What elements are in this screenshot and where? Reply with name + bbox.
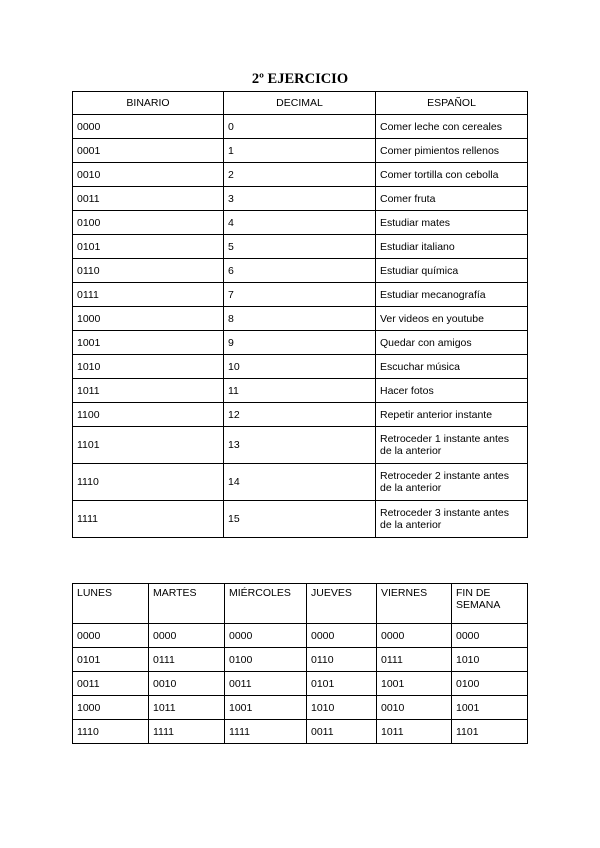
spanish-cell: Ver videos en youtube [376,307,528,331]
header-viernes: VIERNES [377,584,452,624]
table-row [73,624,528,648]
table-cell: 1000 [73,696,149,720]
table-cell: 0000 [73,624,149,648]
table-cell: 1001 [452,696,528,720]
spanish-cell: Repetir anterior instante [376,403,528,427]
binary-activities-table [72,91,528,538]
binary-cell: 0000 [73,115,224,139]
binary-cell: 1101 [73,427,224,464]
table-row [73,501,528,538]
spanish-cell: Retroceder 2 instante antes de la anterior [376,464,528,501]
table-row [73,235,528,259]
binary-cell: 1100 [73,403,224,427]
table-cell: 0010 [377,696,452,720]
decimal-cell: 11 [224,379,376,403]
table-row [73,464,528,501]
binary-cell: 0100 [73,211,224,235]
header-decimal: DECIMAL [224,92,376,115]
table-cell: 0000 [149,624,225,648]
binary-cell: 0010 [73,163,224,187]
table-row [73,283,528,307]
decimal-cell: 9 [224,331,376,355]
decimal-cell: 2 [224,163,376,187]
binary-cell: 1001 [73,331,224,355]
binary-cell: 0011 [73,187,224,211]
document-title: 2º EJERCICIO [251,71,349,87]
decimal-cell: 5 [224,235,376,259]
decimal-cell: 7 [224,283,376,307]
table-cell: 0110 [307,648,377,672]
table-row [73,696,528,720]
header-martes: MARTES [149,584,225,624]
table-cell: 0011 [73,672,149,696]
table-cell: 0011 [225,672,307,696]
table-row [73,259,528,283]
header-fin-de-semana: FIN DE SEMANA [452,584,528,624]
table-row [73,115,528,139]
binary-cell: 1000 [73,307,224,331]
table-row [73,648,528,672]
binary-cell: 0111 [73,283,224,307]
decimal-cell: 0 [224,115,376,139]
spanish-cell: Comer tortilla con cebolla [376,163,528,187]
decimal-cell: 13 [224,427,376,464]
binary-cell: 1111 [73,501,224,538]
table-header-row [73,92,528,115]
table-row [73,211,528,235]
decimal-cell: 10 [224,355,376,379]
spanish-cell: Estudiar italiano [376,235,528,259]
decimal-cell: 8 [224,307,376,331]
spanish-cell: Hacer fotos [376,379,528,403]
table-cell: 0000 [307,624,377,648]
header-espanol: ESPAÑOL [376,92,528,115]
table-row [73,331,528,355]
decimal-cell: 3 [224,187,376,211]
header-binario: BINARIO [73,92,224,115]
spanish-cell: Estudiar mates [376,211,528,235]
table-cell: 1111 [225,720,307,744]
spanish-cell: Escuchar música [376,355,528,379]
table-row [73,427,528,464]
table-header-row [73,584,528,624]
spanish-cell: Retroceder 3 instante antes de la anterior [376,501,528,538]
decimal-cell: 14 [224,464,376,501]
table-cell: 1110 [73,720,149,744]
spanish-cell: Estudiar química [376,259,528,283]
header-miercoles: MIÉRCOLES [225,584,307,624]
table-cell: 1011 [149,696,225,720]
binary-cell: 0001 [73,139,224,163]
binary-cell: 0101 [73,235,224,259]
table-row [73,355,528,379]
table-row [73,307,528,331]
table-cell: 0101 [307,672,377,696]
table-row [73,720,528,744]
table-cell: 1101 [452,720,528,744]
table-row [73,163,528,187]
table-cell: 0111 [377,648,452,672]
spanish-cell: Estudiar mecanografía [376,283,528,307]
binary-cell: 1110 [73,464,224,501]
table-row [73,672,528,696]
table-cell: 0101 [73,648,149,672]
table-cell: 1001 [377,672,452,696]
header-lunes: LUNES [73,584,149,624]
decimal-cell: 15 [224,501,376,538]
spanish-cell: Comer pimientos rellenos [376,139,528,163]
decimal-cell: 4 [224,211,376,235]
spanish-cell: Comer fruta [376,187,528,211]
table-cell: 0010 [149,672,225,696]
table-cell: 0100 [225,648,307,672]
table-row [73,379,528,403]
decimal-cell: 1 [224,139,376,163]
table-cell: 0000 [452,624,528,648]
table-cell: 1001 [225,696,307,720]
table-cell: 0111 [149,648,225,672]
spanish-cell: Comer leche con cereales [376,115,528,139]
spanish-cell: Retroceder 1 instante antes de la anterior [376,427,528,464]
binary-cell: 1011 [73,379,224,403]
table-cell: 1010 [452,648,528,672]
table-cell: 1111 [149,720,225,744]
decimal-cell: 6 [224,259,376,283]
weekly-schedule-table [72,583,528,744]
table-cell: 0000 [225,624,307,648]
table-cell: 0011 [307,720,377,744]
table-cell: 1011 [377,720,452,744]
table-cell: 1010 [307,696,377,720]
decimal-cell: 12 [224,403,376,427]
table-row [73,403,528,427]
table-row [73,187,528,211]
table-cell: 0100 [452,672,528,696]
binary-cell: 1010 [73,355,224,379]
table-row [73,139,528,163]
table-cell: 0000 [377,624,452,648]
header-jueves: JUEVES [307,584,377,624]
spanish-cell: Quedar con amigos [376,331,528,355]
binary-cell: 0110 [73,259,224,283]
